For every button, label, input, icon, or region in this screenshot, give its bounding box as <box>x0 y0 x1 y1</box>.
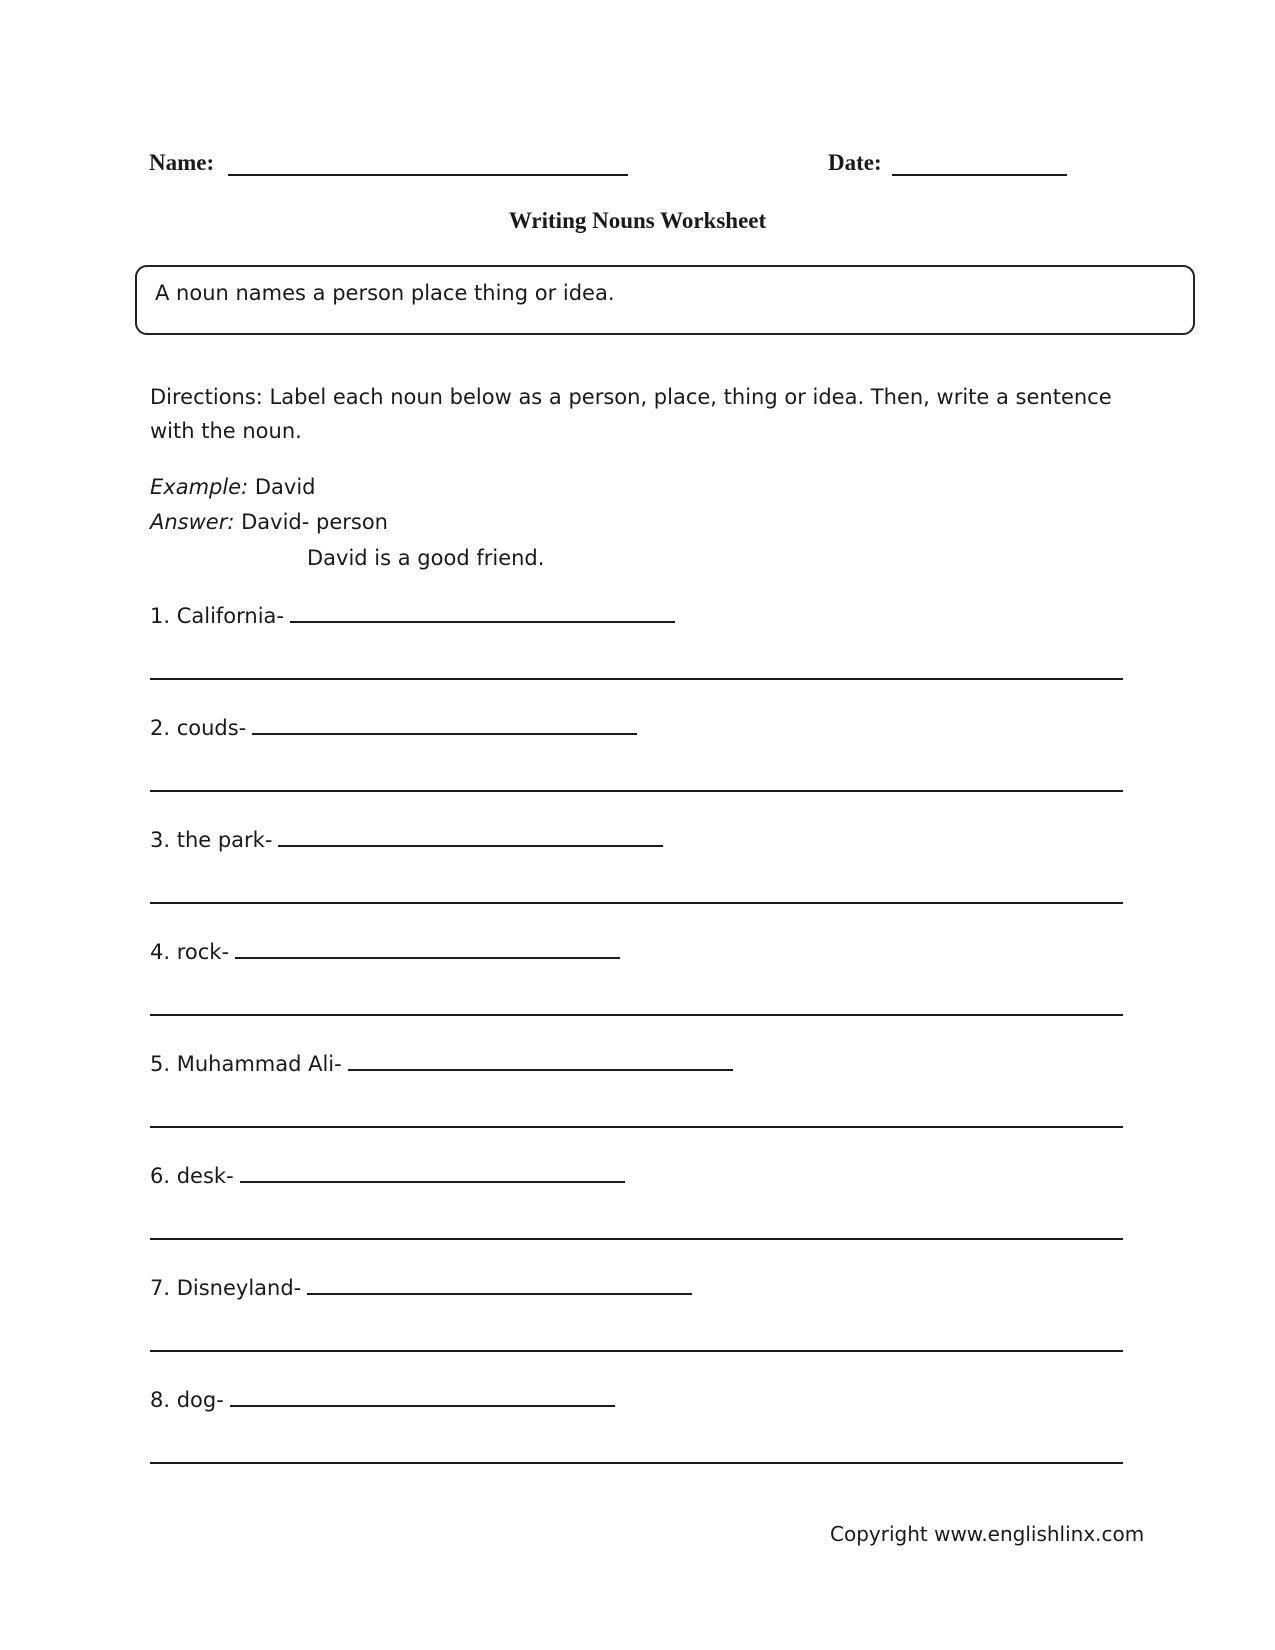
list-item <box>150 937 620 964</box>
date-field[interactable] <box>892 174 1067 176</box>
example-label: Example: <box>150 475 249 499</box>
date-label: Date: <box>828 150 882 175</box>
label-answer-field[interactable] <box>278 825 663 847</box>
name-field[interactable] <box>228 174 628 176</box>
label-answer-field[interactable] <box>240 1161 625 1183</box>
label-answer-field[interactable] <box>252 713 637 735</box>
label-answer-field[interactable] <box>348 1049 733 1071</box>
sentence-answer-line[interactable] <box>150 678 1123 680</box>
copyright-text: Copyright www.englishlinx.com <box>830 1522 1145 1546</box>
answer-value: David- person <box>241 510 388 534</box>
example-value: David <box>254 475 316 499</box>
sentence-answer-line[interactable] <box>150 902 1123 904</box>
sentence-answer-line[interactable] <box>150 1350 1123 1352</box>
sentence-answer-line[interactable] <box>150 1126 1123 1128</box>
item-label: 8. dog- <box>150 1388 224 1412</box>
label-answer-field[interactable] <box>307 1273 692 1295</box>
item-label: 2. couds- <box>150 716 247 740</box>
sentence-answer-line[interactable] <box>150 1014 1123 1016</box>
sentence-answer-line[interactable] <box>150 790 1123 792</box>
list-item <box>150 1273 692 1300</box>
sentence-answer-line[interactable] <box>150 1462 1123 1464</box>
list-item <box>150 1049 733 1076</box>
label-answer-field[interactable] <box>290 601 675 623</box>
list-item <box>150 825 663 852</box>
definition-box <box>135 265 1195 335</box>
list-item <box>150 601 675 628</box>
label-answer-field[interactable] <box>230 1385 615 1407</box>
list-item <box>150 1385 615 1412</box>
example-sentence: David is a good friend. <box>307 546 545 570</box>
list-item <box>150 1161 625 1188</box>
item-label: 7. Disneyland- <box>150 1276 302 1300</box>
sentence-answer-line[interactable] <box>150 1238 1123 1240</box>
answer-line <box>150 505 388 539</box>
item-label: 3. the park- <box>150 828 273 852</box>
answer-label: Answer: <box>150 510 235 534</box>
item-label: 6. desk- <box>150 1164 234 1188</box>
directions-text: Directions: Label each noun below as a person, place, thing or idea. Then, write a sentence with the noun. <box>150 385 1112 443</box>
name-label: Name: <box>149 150 215 175</box>
item-label: 1. California- <box>150 604 285 628</box>
page-title: Writing Nouns Worksheet <box>508 208 767 233</box>
item-label: 5. Muhammad Ali- <box>150 1052 342 1076</box>
label-answer-field[interactable] <box>235 937 620 959</box>
definition-text: A noun names a person place thing or idea. <box>155 281 615 305</box>
list-item <box>150 713 637 740</box>
example-line <box>150 470 316 504</box>
item-label: 4. rock- <box>150 940 230 964</box>
